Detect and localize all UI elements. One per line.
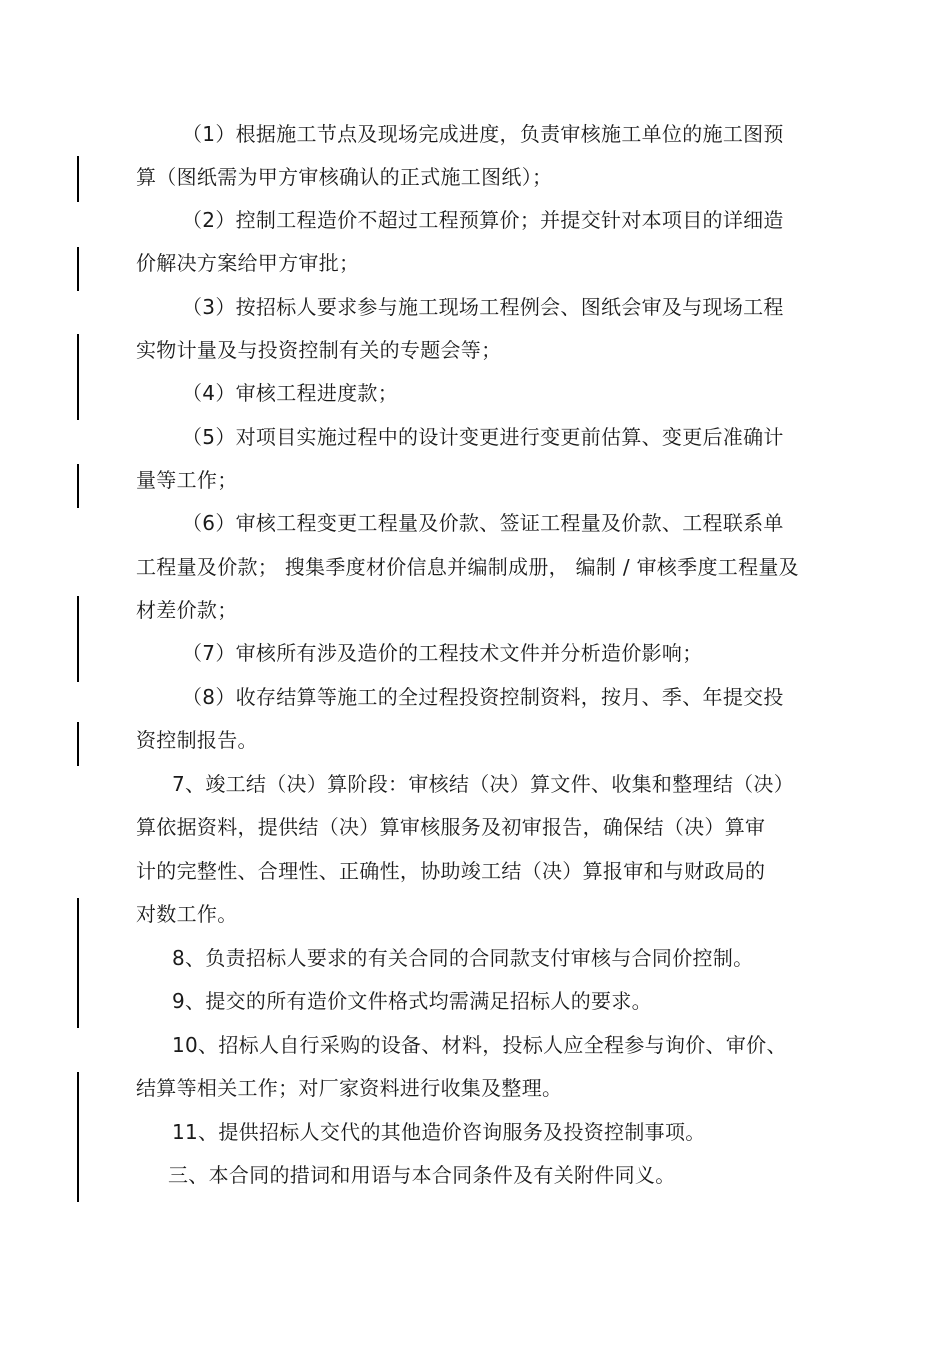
paragraph-line: 算依据资料，提供结（决）算审核服务及初审报告，确保结（决）算审 — [136, 815, 766, 839]
paragraph-line: 8、负责招标人要求的有关合同的合同款支付审核与合同价控制。 — [172, 946, 754, 970]
revision-bar — [77, 722, 79, 766]
revision-bar — [77, 1072, 79, 1202]
revision-bar — [77, 334, 79, 420]
paragraph-line: （5）对项目实施过程中的设计变更进行变更前估算、变更后准确计 — [182, 425, 784, 449]
paragraph-line: （6）审核工程变更工程量及价款、签证工程量及价款、工程联系单 — [182, 511, 784, 535]
paragraph-line: （7）审核所有涉及造价的工程技术文件并分析造价影响； — [182, 641, 703, 665]
paragraph-line: 算（图纸需为甲方审核确认的正式施工图纸）； — [136, 165, 553, 189]
revision-bar — [77, 898, 79, 1028]
paragraph-line: 价解决方案给甲方审批； — [136, 251, 360, 275]
revision-bar — [77, 464, 79, 508]
revision-bar — [77, 156, 79, 202]
paragraph-line: （2）控制工程造价不超过工程预算价；并提交针对本项目的详细造 — [182, 208, 784, 232]
paragraph-line: （1）根据施工节点及现场完成进度，负责审核施工单位的施工图预 — [182, 122, 784, 146]
paragraph-line: 工程量及价款； 搜集季度材价信息并编制成册， 编制 / 审核季度工程量及 — [136, 555, 799, 579]
paragraph-line: 结算等相关工作；对厂家资料进行收集及整理。 — [136, 1076, 563, 1100]
revision-bar — [77, 247, 79, 291]
paragraph-line: 三、本合同的措词和用语与本合同条件及有关附件同义。 — [168, 1163, 676, 1187]
paragraph-line: 7、竣工结（决）算阶段：审核结（决）算文件、收集和整理结（决） — [172, 772, 795, 796]
paragraph-line: 计的完整性、合理性、正确性，协助竣工结（决）算报审和与财政局的 — [136, 859, 766, 883]
paragraph-line: （8）收存结算等施工的全过程投资控制资料，按月、季、年提交投 — [182, 685, 784, 709]
paragraph-line: 11、提供招标人交代的其他造价咨询服务及投资控制事项。 — [172, 1120, 706, 1144]
paragraph-line: 对数工作。 — [136, 902, 238, 926]
paragraph-line: 10、招标人自行采购的设备、材料，投标人应全程参与询价、审价、 — [172, 1033, 787, 1057]
paragraph-line: （4）审核工程进度款； — [182, 381, 399, 405]
paragraph-line: 材差价款； — [136, 598, 238, 622]
paragraph-line: 实物计量及与投资控制有关的专题会等； — [136, 338, 502, 362]
paragraph-line: 资控制报告。 — [136, 728, 258, 752]
paragraph-line: （3）按招标人要求参与施工现场工程例会、图纸会审及与现场工程 — [182, 295, 784, 319]
revision-bar — [77, 596, 79, 682]
paragraph-line: 量等工作； — [136, 468, 238, 492]
paragraph-line: 9、提交的所有造价文件格式均需满足招标人的要求。 — [172, 989, 652, 1013]
